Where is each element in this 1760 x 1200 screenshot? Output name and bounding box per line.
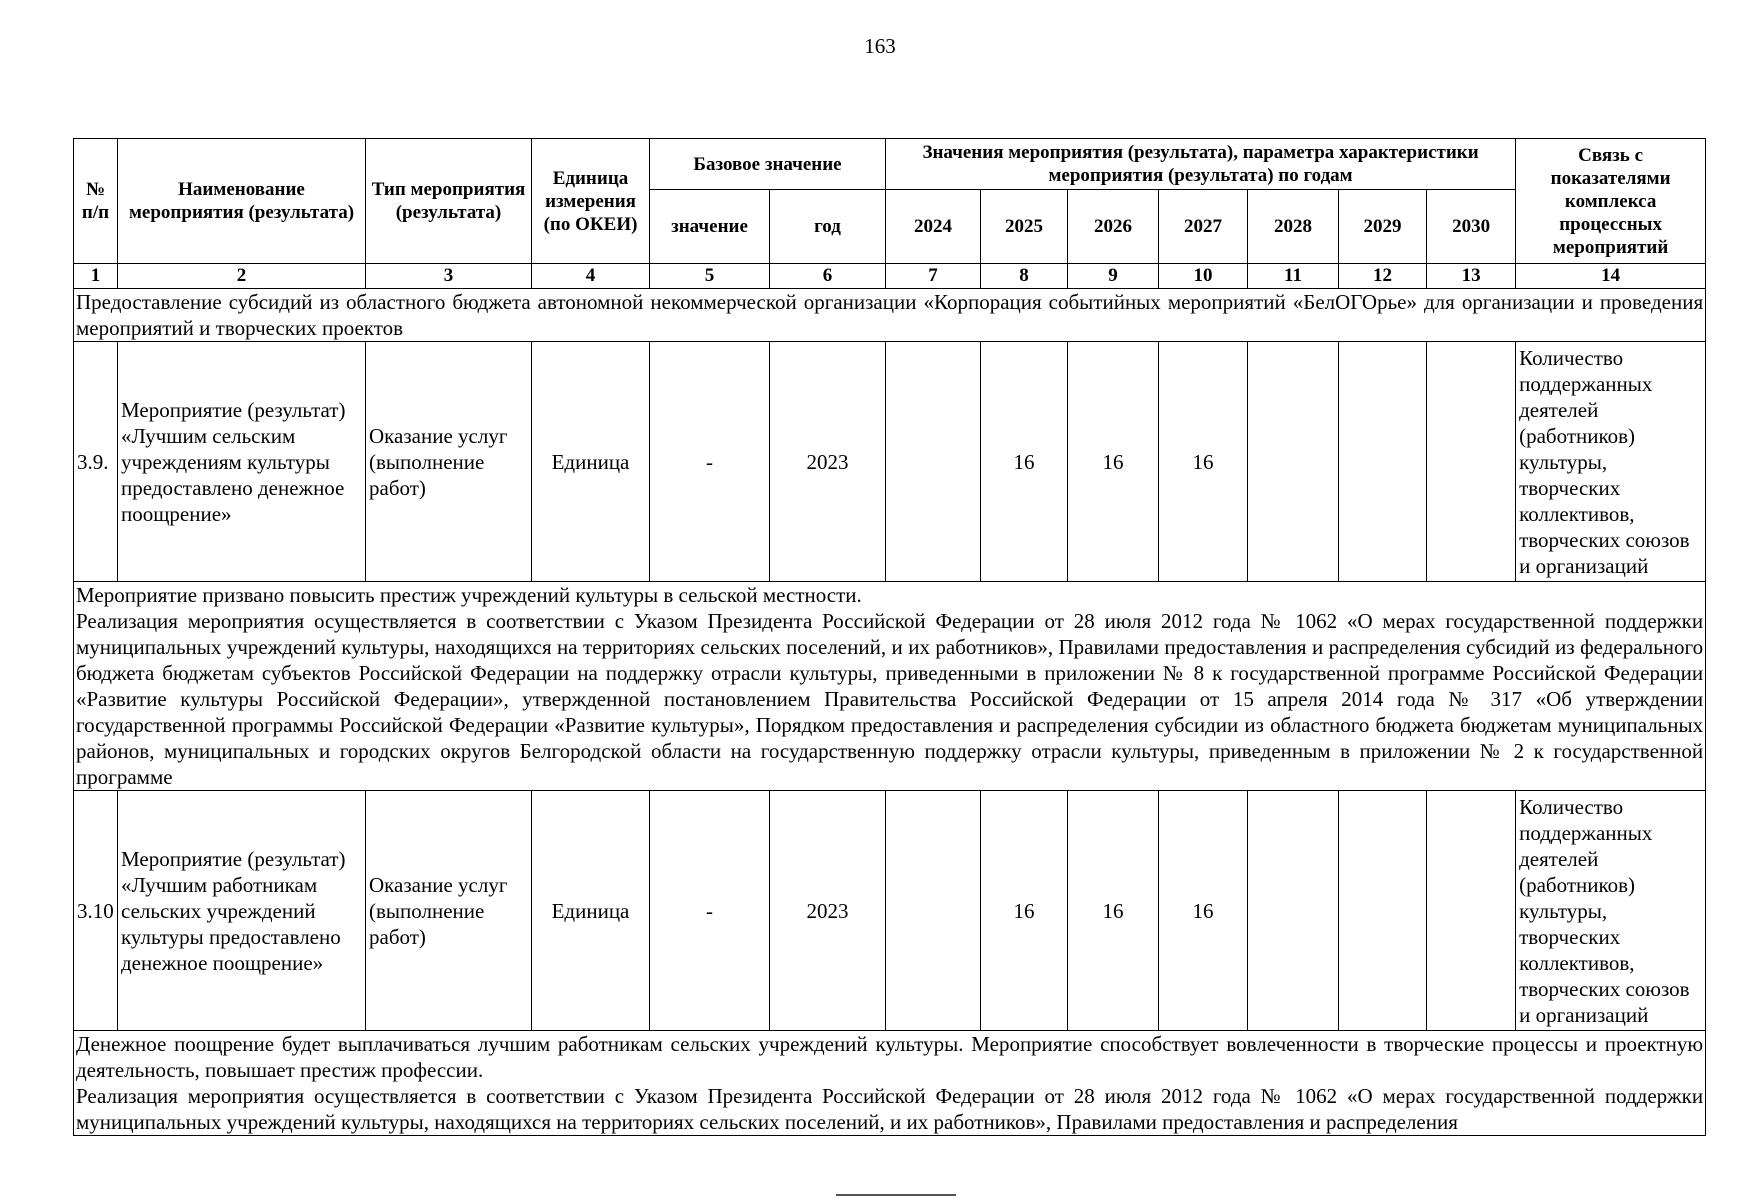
description (74, 1031, 1706, 1136)
row-base-year: 2023 (770, 342, 886, 582)
row-2027: 16 (1159, 791, 1248, 1031)
description-row (74, 1031, 1706, 1136)
table-row (74, 342, 1706, 582)
row-2026: 16 (1068, 791, 1159, 1031)
row-num: 3.10 (74, 791, 118, 1031)
page-number: 163 (864, 34, 896, 58)
results-table (73, 138, 1706, 1136)
header-base: Базовое значение (650, 139, 886, 190)
row-2024 (886, 342, 981, 582)
row-unit: Единица (532, 342, 650, 582)
column-number: 10 (1159, 264, 1248, 289)
header-name: Наименование мероприятия (результата) (118, 139, 366, 264)
row-name: Мероприятие (результат) «Лучшим сельским учреждениям культуры предоставлено денежное поощрение» (118, 342, 366, 582)
header-link: Связь с показателями комплекса процессных мероприятий (1516, 139, 1706, 264)
row-type: Оказание услуг (выполнение работ) (366, 342, 532, 582)
row-2024 (886, 791, 981, 1031)
row-unit: Единица (532, 791, 650, 1031)
column-number: 1 (74, 264, 118, 289)
header-base-year: год (770, 190, 886, 264)
header-year-2026: 2026 (1068, 190, 1159, 264)
row-2027: 16 (1159, 342, 1248, 582)
row-2025: 16 (981, 342, 1068, 582)
header-year-2029: 2029 (1339, 190, 1427, 264)
column-number: 2 (118, 264, 366, 289)
column-number-row (74, 264, 1706, 289)
header-year-2025: 2025 (981, 190, 1068, 264)
section-title-row (74, 289, 1706, 342)
column-number: 12 (1339, 264, 1427, 289)
row-num: 3.9. (74, 342, 118, 582)
row-base-value: - (650, 791, 770, 1031)
row-type: Оказание услуг (выполнение работ) (366, 791, 532, 1031)
header-year-2027: 2027 (1159, 190, 1248, 264)
column-number: 7 (886, 264, 981, 289)
row-2030 (1427, 342, 1516, 582)
row-base-year: 2023 (770, 791, 886, 1031)
header-type: Тип мероприятия (результата) (366, 139, 532, 264)
column-number: 4 (532, 264, 650, 289)
column-number: 9 (1068, 264, 1159, 289)
header-row-1 (74, 139, 1706, 190)
description-line: Денежное поощрение будет выплачиваться лучшим работникам сельских учреждений культуры. Мероприятие способствует вовлеченности в творческие процессы и проектную деятельность, повышает престиж профессии. (76, 1032, 1704, 1082)
description (74, 582, 1706, 791)
column-number: 11 (1248, 264, 1339, 289)
column-number: 14 (1516, 264, 1706, 289)
row-2030 (1427, 791, 1516, 1031)
section-title: Предоставление субсидий из областного бюджета автономной некоммерческой организации «Корпорация событийных мероприятий «БелОГОрье» для организации и проведения мероприятий и творческих проектов (74, 289, 1706, 342)
column-number: 3 (366, 264, 532, 289)
footer-mark (836, 1194, 956, 1196)
row-2029 (1339, 791, 1427, 1031)
row-name: Мероприятие (результат) «Лучшим работникам сельских учреждений культуры предоставлено денежное поощрение» (118, 791, 366, 1031)
row-link: Количество поддержанных деятелей (работников) культуры, творческих коллективов, творческих союзов и организаций (1516, 342, 1706, 582)
header-year-2028: 2028 (1248, 190, 1339, 264)
header-unit: Единица измерения (по ОКЕИ) (532, 139, 650, 264)
header-year-2024: 2024 (886, 190, 981, 264)
header-num: № п/п (74, 139, 118, 264)
row-2025: 16 (981, 791, 1068, 1031)
description-line: Реализация мероприятия осуществляется в соответствии с Указом Президента Российской Федерации от 28 июля 2012 года № 1062 «О мерах государственной поддержки муниципальных учреждений культуры, находящихся на территориях сельских поселений, и их работников», Правилами предоставления и распределения субсидий из федерального бюджета бюджетам субъектов Российской Федерации на поддержку отрасли культуры, приведенными в приложении № 8 к государственной программе Российской Федерации «Развитие культуры Российской Федерации», утвержденной постановлением Правительства Российской Федерации от 15 апреля 2014 года № 317 «Об утверждении государственной программы Российской Федерации «Развитие культуры», Порядком предоставления и распределения субсидии из областного бюджета бюджетам муниципальных районов, муниципальных и городских округов Белгородской области на государственную поддержку отрасли культуры, приведенным в приложении № 2 к государственной программе (76, 609, 1704, 789)
table-row (74, 791, 1706, 1031)
header-year-2030: 2030 (1427, 190, 1516, 264)
row-2026: 16 (1068, 342, 1159, 582)
row-2028 (1248, 791, 1339, 1031)
row-2029 (1339, 342, 1427, 582)
row-2028 (1248, 342, 1339, 582)
column-number: 5 (650, 264, 770, 289)
description-line: Мероприятие призвано повысить престиж учреждений культуры в сельской местности. (76, 583, 862, 607)
column-number: 8 (981, 264, 1068, 289)
header-values-by-year: Значения мероприятия (результата), параметра характеристики мероприятия (результата) по годам (886, 139, 1516, 190)
column-number: 13 (1427, 264, 1516, 289)
header-base-value: значение (650, 190, 770, 264)
row-base-value: - (650, 342, 770, 582)
description-line: Реализация мероприятия осуществляется в соответствии с Указом Президента Российской Федерации от 28 июля 2012 года № 1062 «О мерах государственной поддержки муниципальных учреждений культуры, находящихся на территориях сельских поселений, и их работников», Правилами предоставления и распределения (76, 1084, 1704, 1134)
row-link: Количество поддержанных деятелей (работников) культуры, творческих коллективов, творческих союзов и организаций (1516, 791, 1706, 1031)
description-row (74, 582, 1706, 791)
column-number: 6 (770, 264, 886, 289)
